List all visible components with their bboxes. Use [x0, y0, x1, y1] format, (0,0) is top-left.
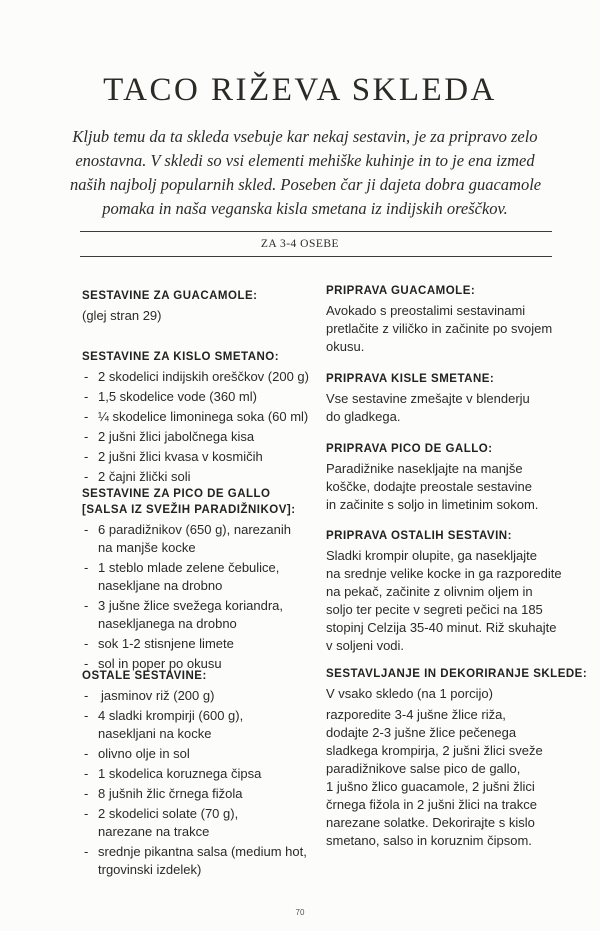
list-item: [82, 745, 322, 763]
intro-line: Kljub temu da ta skleda vsebuje kar nekaj sestavin, je za pripravo zelo: [72, 127, 538, 146]
list-item: - 2 čajni žlički soli: [82, 468, 322, 486]
text-line: stopinj Celzija 35-40 minut. Riž skuhajte: [326, 620, 557, 635]
item-line: - 2 skodelici solate (70 g),: [98, 806, 239, 821]
text-line: paradižnikove salse pico de gallo,: [326, 761, 521, 776]
list-item: [82, 687, 322, 705]
list-item: [82, 785, 322, 803]
sour-cream-ingredients: [82, 349, 322, 488]
item-line: - 4 sladki krompirji (600 g),: [98, 708, 244, 723]
guacamole-preparation: [326, 283, 566, 356]
section-heading: SESTAVINE ZA GUACAMOLE:: [82, 290, 258, 302]
text-line: na pekač, začinite z olivnim oljem in: [326, 584, 533, 599]
item-line: - srednje pikantna salsa (medium hot,: [98, 844, 307, 859]
text-line: soljo ter pecite v segreti pečici na 185: [326, 602, 543, 617]
text-line: Paradižnike nasekljajte na manjše: [326, 461, 523, 476]
text-line: črnega fižola in 2 jušni žlici na trakce: [326, 797, 537, 812]
text-line: narezane solatke. Dekorirajte s kislo: [326, 815, 535, 830]
section-heading: SESTAVINE ZA PICO DE GALLO: [82, 488, 271, 500]
item-line: - olivno olje in sol: [98, 746, 190, 761]
section-heading: PRIPRAVA GUACAMOLE:: [326, 285, 476, 297]
item-line: - 3 jušne žlice svežega koriandra,: [98, 598, 283, 613]
divider: [80, 231, 552, 232]
item-line: trgovinski izdelek): [98, 862, 202, 877]
text-line: v soljeni vodi.: [326, 638, 405, 653]
ingredient-list: [82, 368, 322, 486]
text-line: Vse sestavine zmešajte v blenderju: [326, 391, 530, 406]
guacamole-ingredients: [82, 288, 322, 325]
text-line: na srednje velike kocke in ga razporedite: [326, 566, 562, 581]
text-line: 1 jušno žlico guacamole, 2 jušni žlici: [326, 779, 535, 794]
item-line: nasekljani na kocke: [98, 726, 212, 741]
ingredient-list: [82, 521, 322, 673]
sour-cream-preparation: [326, 371, 566, 426]
text-line: in začinite s soljo in limetinim sokom.: [326, 497, 539, 512]
item-line: - 8 jušnih žlic črnega fižola: [98, 786, 243, 801]
intro-line: naših najbolj popularnih skled. Poseben čar ji dajeta dobra guacamole: [70, 175, 542, 194]
list-item: - 2 skodelici indijskih oreščkov (200 g): [82, 368, 322, 386]
recipe-title: TACO RIŽEVA SKLEDA: [103, 72, 497, 108]
section-heading: SESTAVINE ZA KISLO SMETANO:: [82, 351, 280, 363]
item-line: - 6 paradižnikov (650 g), narezanih: [98, 522, 291, 537]
list-item: [82, 597, 322, 633]
item-line: - sol in poper po okusu: [98, 656, 222, 671]
section-heading: [SALSA IZ SVEŽIH PARADIŽNIKOV]:: [82, 504, 296, 516]
section-text: (glej stran 29): [82, 308, 162, 323]
intro-line: enostavna. V skledi so vsi elementi mehiške kuhinje in to je ena izmed: [75, 151, 535, 170]
list-item: [82, 635, 322, 653]
text-line: sladkega krompirja, 2 jušni žlici sveže: [326, 743, 543, 758]
text-line: razporedite 3-4 jušne žlice riža,: [326, 707, 506, 722]
list-item: - 2 jušni žlici kvasa v kosmičih: [82, 448, 322, 466]
list-item: [82, 707, 322, 743]
pico-ingredients: [82, 486, 322, 675]
list-item: [82, 521, 322, 557]
item-line: - sok 1-2 stisnjene limete: [98, 636, 234, 651]
intro-text: [70, 125, 540, 221]
list-item: [82, 765, 322, 783]
list-item: [82, 843, 322, 879]
item-line: narezane na trakce: [98, 824, 210, 839]
text-line: dodajte 2-3 jušne žlice pečenega: [326, 725, 517, 740]
pico-preparation: [326, 441, 566, 514]
other-ingredients: [82, 668, 322, 881]
text-line: V vsako skledo (na 1 porcijo): [326, 686, 493, 701]
item-line: nasekljane na drobno: [98, 578, 223, 593]
text-line: okusu.: [326, 339, 365, 354]
text-line: smetano, salso in koruznim čipsom.: [326, 833, 532, 848]
list-item: [82, 559, 322, 595]
text-line: do gladkega.: [326, 409, 401, 424]
item-line: - 1 steblo mlade zelene čebulice,: [98, 560, 280, 575]
section-heading: SESTAVLJANJE IN DEKORIRANJE SKLEDE:: [326, 668, 588, 680]
text-line: koščke, dodajte preostale sestavine: [326, 479, 532, 494]
servings: ZA 3-4 OSEBE: [260, 238, 340, 250]
page-number: 70: [295, 908, 305, 917]
list-item: - 2 jušni žlici jabolčnega kisa: [82, 428, 322, 446]
divider: [80, 256, 552, 257]
other-preparation: [326, 528, 566, 655]
item-line: nasekljanega na drobno: [98, 616, 237, 631]
item-line: - 1 skodelica koruznega čipsa: [98, 766, 262, 781]
text-line: pretlačite z viličko in začinite po svojem: [326, 321, 553, 336]
intro-line: pomaka in naša veganska kisla smetana iz indijskih oreščkov.: [102, 199, 508, 218]
text-line: Avokado s preostalimi sestavinami: [326, 303, 526, 318]
list-item: - ¼ skodelice limoninega soka (60 ml): [82, 408, 322, 426]
section-heading: OSTALE SESTAVINE:: [82, 670, 207, 682]
text-line: Sladki krompir olupite, ga nasekljajte: [326, 548, 537, 563]
ingredient-list: [82, 687, 322, 879]
item-line: na manjše kocke: [98, 540, 196, 555]
list-item: - 1,5 skodelice vode (360 ml): [82, 388, 322, 406]
list-item: [82, 805, 322, 841]
item-line: - jasminov riž (200 g): [101, 688, 215, 703]
section-heading: PRIPRAVA OSTALIH SESTAVIN:: [326, 530, 512, 542]
section-heading: PRIPRAVA PICO DE GALLO:: [326, 443, 493, 455]
assembly-instructions: [326, 666, 588, 850]
section-heading: PRIPRAVA KISLE SMETANE:: [326, 373, 495, 385]
